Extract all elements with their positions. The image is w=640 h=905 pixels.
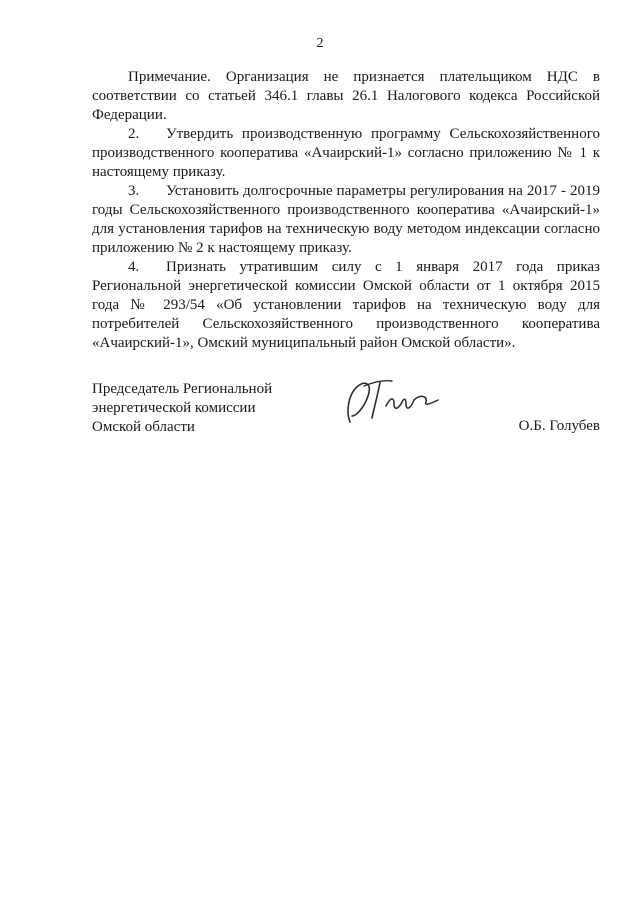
signatory-position-line-3: Омской области bbox=[92, 419, 195, 435]
item-2-number: 2. bbox=[128, 126, 140, 142]
item-2-paragraph bbox=[92, 125, 600, 182]
item-4-text: Признать утратившим силу с 1 января 2017 года приказ Региональной энергетической комиссии Омской области от 1 октября 2015 года № 293/54 «Об установлении тарифов на техническую воду для потребителей Сельскохозяйственного производственного кооператива «Ачаирский-1», Омский муниципальный район Омской области». bbox=[92, 259, 600, 351]
item-3-paragraph bbox=[92, 182, 600, 258]
page-number: 2 bbox=[316, 36, 324, 51]
item-3-text: Установить долгосрочные параметры регулирования на 2017 - 2019 годы Сельскохозяйственного производственного кооператива «Ачаирский-1» для установления тарифов на техническую воду методом индексации согласно приложению № 2 к настоящему приказу. bbox=[92, 183, 600, 256]
item-3-number: 3. bbox=[128, 183, 140, 199]
signatory-position-line-2: энергетической комиссии bbox=[92, 400, 256, 416]
document-body bbox=[92, 68, 600, 353]
item-4-number: 4. bbox=[128, 259, 140, 275]
signatory-name: О.Б. Голубев bbox=[518, 418, 600, 434]
item-4-paragraph bbox=[92, 258, 600, 353]
note-paragraph: Примечание. Организация не признается плательщиком НДС в соответствии со статьей 346.1 главы 26.1 Налогового кодекса Российской Федерации. bbox=[92, 69, 600, 123]
item-2-text: Утвердить производственную программу Сельскохозяйственного производственного кооператива «Ачаирский-1» согласно приложению № 1 к настоящему приказу. bbox=[92, 126, 600, 180]
signatory-position-line-1: Председатель Региональной bbox=[92, 381, 273, 397]
signature-block bbox=[92, 380, 600, 440]
handwritten-signature bbox=[342, 372, 452, 428]
signatory-position bbox=[92, 380, 352, 437]
